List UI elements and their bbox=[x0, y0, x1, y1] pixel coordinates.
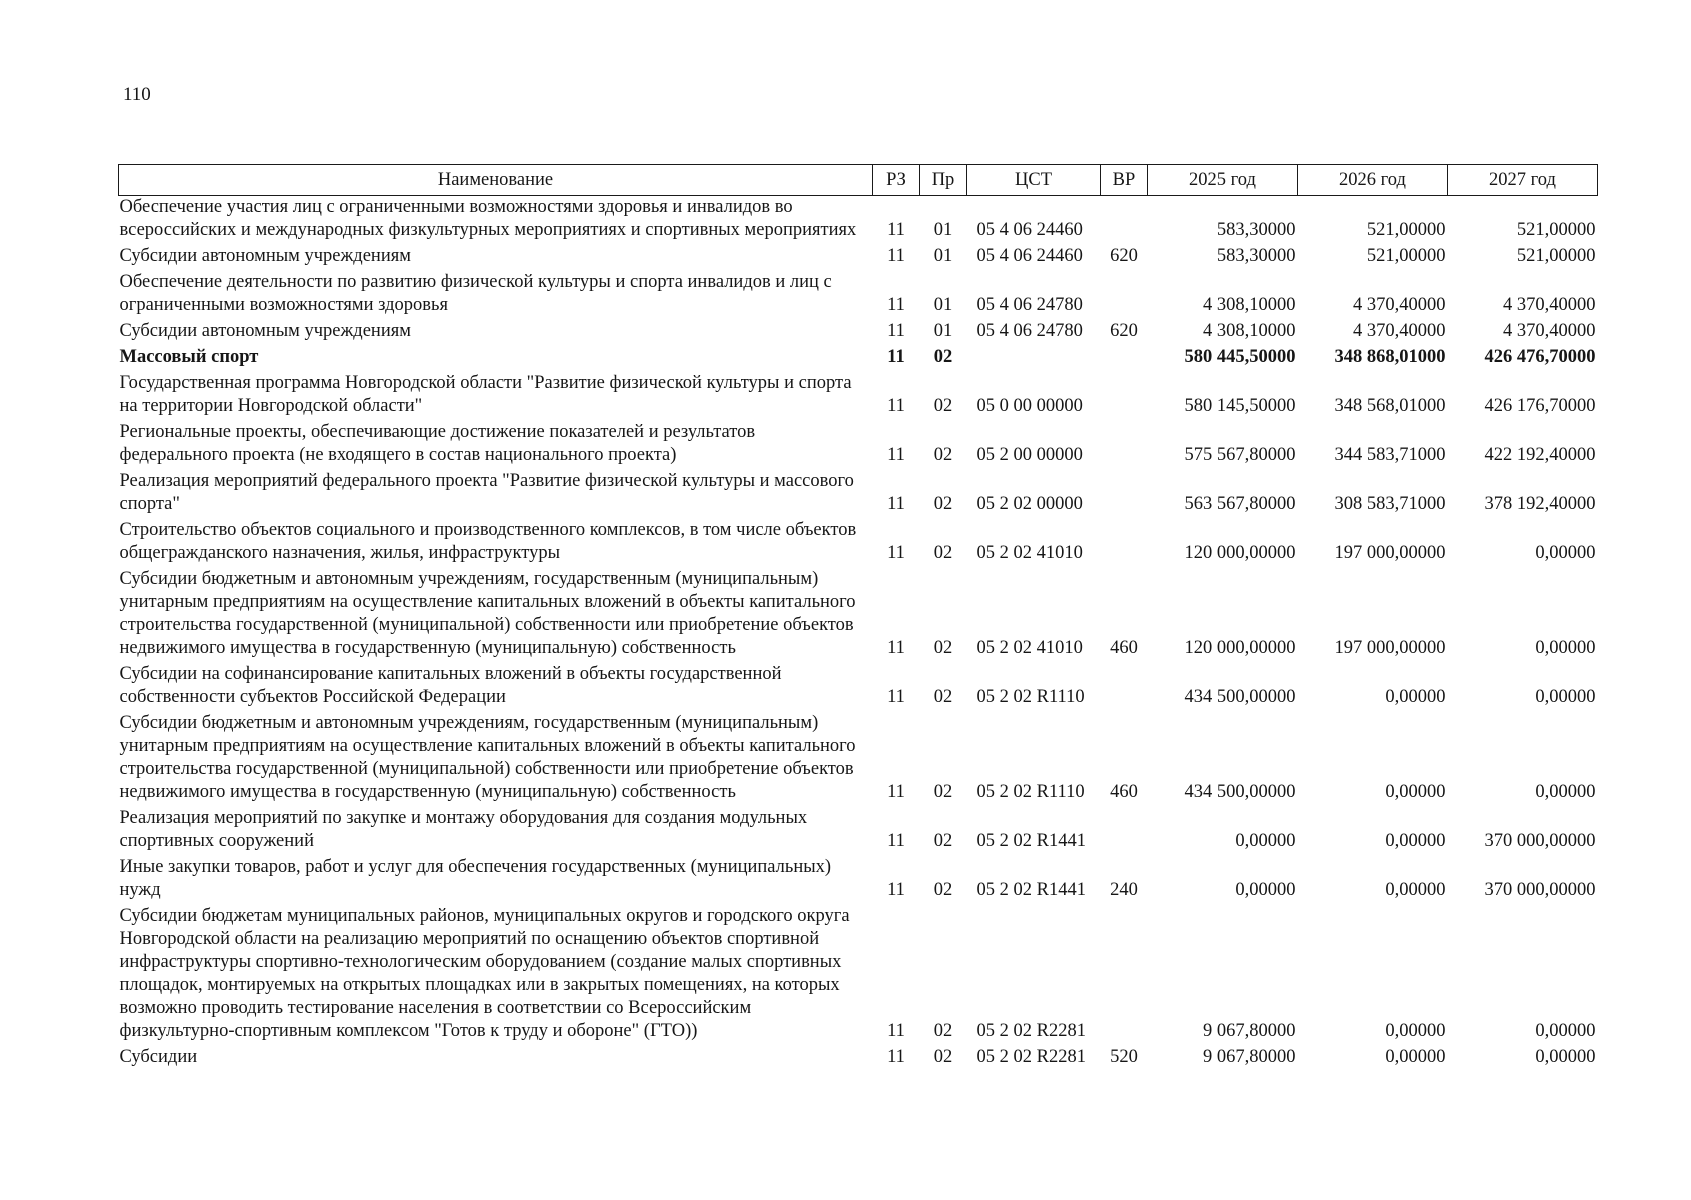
row-2025: 9 067,80000 bbox=[1203, 1021, 1296, 1041]
row-cst: 05 2 00 00000 bbox=[976, 445, 1083, 465]
row-cst: 05 4 06 24460 bbox=[976, 246, 1083, 266]
row-2026: 0,00000 bbox=[1385, 687, 1446, 707]
row-2025: 4 308,10000 bbox=[1203, 321, 1296, 341]
row-2025: 583,30000 bbox=[1216, 246, 1296, 266]
budget-table-container bbox=[118, 164, 1598, 1072]
row-rz: 11 bbox=[887, 782, 905, 802]
row-rz: 11 bbox=[887, 396, 905, 416]
row-2026: 197 000,00000 bbox=[1334, 638, 1446, 658]
row-2025: 4 308,10000 bbox=[1203, 295, 1296, 315]
header-row bbox=[119, 165, 1598, 196]
row-pr: 02 bbox=[933, 831, 953, 851]
row-2027: 0,00000 bbox=[1535, 1021, 1596, 1041]
row-cst: 05 2 02 R1441 bbox=[976, 831, 1086, 851]
budget-table bbox=[118, 164, 1598, 1072]
row-2027: 4 370,40000 bbox=[1503, 295, 1596, 315]
row-pr: 01 bbox=[933, 246, 953, 266]
row-2027: 0,00000 bbox=[1535, 543, 1596, 563]
table-body bbox=[119, 196, 1598, 1073]
row-pr: 02 bbox=[933, 494, 953, 514]
row-pr: 01 bbox=[933, 295, 953, 315]
row-cst: 05 4 06 24780 bbox=[976, 321, 1083, 341]
row-cst: 05 2 02 R2281 bbox=[976, 1047, 1086, 1067]
row-rz: 11 bbox=[887, 831, 905, 851]
row-2025: 580 445,50000 bbox=[1184, 347, 1296, 367]
row-2026: 0,00000 bbox=[1385, 782, 1446, 802]
row-name: Реализация мероприятий федерального проекта "Развитие физической культуры и массового спорта" bbox=[119, 471, 854, 514]
table-row bbox=[119, 519, 1598, 568]
row-rz: 11 bbox=[887, 494, 905, 514]
row-2025: 9 067,80000 bbox=[1203, 1047, 1296, 1067]
row-2026: 521,00000 bbox=[1366, 246, 1446, 266]
row-2025: 434 500,00000 bbox=[1184, 782, 1296, 802]
row-pr: 02 bbox=[933, 1021, 953, 1041]
row-name: Государственная программа Новгородской области "Развитие физической культуры и спорта на территории Новгородской области" bbox=[119, 373, 852, 416]
row-2026: 197 000,00000 bbox=[1334, 543, 1446, 563]
row-vr: 620 bbox=[1110, 246, 1138, 266]
row-rz: 11 bbox=[887, 321, 905, 341]
row-2026: 348 868,01000 bbox=[1334, 347, 1446, 367]
row-name: Субсидии автономным учреждениям bbox=[119, 246, 411, 266]
row-cst: 05 2 02 R1110 bbox=[976, 687, 1085, 707]
row-rz: 11 bbox=[887, 220, 905, 240]
row-vr: 240 bbox=[1110, 880, 1138, 900]
header-name: Наименование bbox=[119, 165, 873, 196]
row-2026: 0,00000 bbox=[1385, 831, 1446, 851]
row-2027: 426 176,70000 bbox=[1484, 396, 1596, 416]
row-2025: 120 000,00000 bbox=[1184, 543, 1296, 563]
table-row bbox=[119, 271, 1598, 320]
row-2026: 4 370,40000 bbox=[1353, 295, 1446, 315]
row-vr bbox=[1101, 470, 1148, 519]
table-row bbox=[119, 372, 1598, 421]
row-cst: 05 2 02 41010 bbox=[976, 543, 1083, 563]
row-rz: 11 bbox=[887, 543, 905, 563]
row-rz: 11 bbox=[887, 880, 905, 900]
row-name: Субсидии бюджетным и автономным учреждениям, государственным (муниципальным) унитарным предприятиям на осуществление капитальных вложений в объекты капитального строительства государственной (муниципальной) собственности или приобретение объектов недвижимого имущества в государственную (муниципальную) собственность bbox=[119, 569, 856, 658]
row-2027: 370 000,00000 bbox=[1484, 880, 1596, 900]
row-vr: 460 bbox=[1110, 638, 1138, 658]
row-pr: 02 bbox=[933, 396, 953, 416]
row-cst: 05 0 00 00000 bbox=[976, 396, 1083, 416]
row-pr: 02 bbox=[933, 880, 953, 900]
row-vr bbox=[1101, 905, 1148, 1046]
row-rz: 11 bbox=[887, 687, 905, 707]
table-row bbox=[119, 196, 1598, 246]
row-2025: 0,00000 bbox=[1235, 880, 1296, 900]
row-rz: 11 bbox=[887, 347, 905, 367]
row-2026: 521,00000 bbox=[1366, 220, 1446, 240]
row-vr bbox=[1101, 519, 1148, 568]
row-2026: 308 583,71000 bbox=[1334, 494, 1446, 514]
row-rz: 11 bbox=[887, 295, 905, 315]
row-2025: 575 567,80000 bbox=[1184, 445, 1296, 465]
table-row bbox=[119, 663, 1598, 712]
row-2027: 521,00000 bbox=[1516, 220, 1596, 240]
row-name: Региональные проекты, обеспечивающие достижение показателей и результатов федерального проекта (не входящего в состав национального проекта) bbox=[119, 422, 756, 465]
row-name: Субсидии на софинансирование капитальных вложений в объекты государственной собственности субъектов Российской Федерации bbox=[119, 664, 782, 707]
row-2027: 0,00000 bbox=[1535, 782, 1596, 802]
row-name: Обеспечение деятельности по развитию физической культуры и спорта инвалидов и лиц с ограниченными возможностями здоровья bbox=[119, 272, 832, 315]
header-pr: Пр bbox=[920, 165, 967, 196]
row-pr: 02 bbox=[933, 445, 953, 465]
header-rz: РЗ bbox=[873, 165, 920, 196]
row-2027: 4 370,40000 bbox=[1503, 321, 1596, 341]
row-2027: 370 000,00000 bbox=[1484, 831, 1596, 851]
row-2025: 0,00000 bbox=[1235, 831, 1296, 851]
row-2027: 0,00000 bbox=[1535, 638, 1596, 658]
row-pr: 01 bbox=[933, 220, 953, 240]
row-2026: 4 370,40000 bbox=[1353, 321, 1446, 341]
row-pr: 02 bbox=[933, 638, 953, 658]
header-cst: ЦСТ bbox=[967, 165, 1101, 196]
row-name: Субсидии bbox=[119, 1047, 198, 1067]
row-vr bbox=[1101, 807, 1148, 856]
header-2027: 2027 год bbox=[1448, 165, 1598, 196]
row-cst: 05 4 06 24780 bbox=[976, 295, 1083, 315]
row-cst bbox=[967, 346, 1101, 372]
row-pr: 02 bbox=[933, 543, 953, 563]
row-rz: 11 bbox=[887, 445, 905, 465]
row-cst: 05 2 02 R1110 bbox=[976, 782, 1085, 802]
row-name: Субсидии бюджетам муниципальных районов, муниципальных округов и городского округа Новгородской области на реализацию мероприятий по оснащению объектов спортивной инфраструктуры спортивно-технологическим оборудованием (создание малых спортивных площадок, монтируемых на открытых площадках или в закрытых помещениях, на которых возможно проводить тестирование населения в соответствии со Всероссийским физкультурно-спортивным комплексом "Готов к труду и обороне" (ГТО)) bbox=[119, 906, 850, 1041]
row-vr bbox=[1101, 346, 1148, 372]
table-row bbox=[119, 346, 1598, 372]
row-2026: 0,00000 bbox=[1385, 1047, 1446, 1067]
table-row bbox=[119, 712, 1598, 807]
header-vr: ВР bbox=[1101, 165, 1148, 196]
row-2025: 120 000,00000 bbox=[1184, 638, 1296, 658]
row-cst: 05 2 02 R1441 bbox=[976, 880, 1086, 900]
table-row bbox=[119, 856, 1598, 905]
row-2027: 426 476,70000 bbox=[1484, 347, 1596, 367]
row-vr bbox=[1101, 663, 1148, 712]
table-row bbox=[119, 245, 1598, 271]
row-2025: 583,30000 bbox=[1216, 220, 1296, 240]
row-pr: 02 bbox=[933, 687, 953, 707]
row-rz: 11 bbox=[887, 1021, 905, 1041]
row-2027: 521,00000 bbox=[1516, 246, 1596, 266]
row-name: Субсидии автономным учреждениям bbox=[119, 321, 411, 341]
row-vr bbox=[1101, 372, 1148, 421]
row-2027: 0,00000 bbox=[1535, 1047, 1596, 1067]
row-vr bbox=[1101, 421, 1148, 470]
table-row bbox=[119, 568, 1598, 663]
table-row bbox=[119, 470, 1598, 519]
row-rz: 11 bbox=[887, 638, 905, 658]
row-2027: 0,00000 bbox=[1535, 687, 1596, 707]
row-2025: 580 145,50000 bbox=[1184, 396, 1296, 416]
header-2026: 2026 год bbox=[1298, 165, 1448, 196]
table-row bbox=[119, 905, 1598, 1046]
row-vr: 460 bbox=[1110, 782, 1138, 802]
row-vr: 620 bbox=[1110, 321, 1138, 341]
row-name: Реализация мероприятий по закупке и монтажу оборудования для создания модульных спортивных сооружений bbox=[119, 808, 808, 851]
row-name: Строительство объектов социального и производственного комплексов, в том числе объектов общегражданского назначения, жилья, инфраструктуры bbox=[119, 520, 857, 563]
row-pr: 02 bbox=[933, 347, 953, 367]
row-name: Обеспечение участия лиц с ограниченными возможностями здоровья и инвалидов во всероссийских и международных физкультурных мероприятиях и спортивных мероприятиях bbox=[119, 197, 857, 240]
row-cst: 05 2 02 R2281 bbox=[976, 1021, 1086, 1041]
row-vr bbox=[1101, 271, 1148, 320]
row-name: Иные закупки товаров, работ и услуг для обеспечения государственных (муниципальных) нужд bbox=[119, 857, 832, 900]
row-2026: 0,00000 bbox=[1385, 1021, 1446, 1041]
row-rz: 11 bbox=[887, 1047, 905, 1067]
row-2025: 434 500,00000 bbox=[1184, 687, 1296, 707]
row-2026: 348 568,01000 bbox=[1334, 396, 1446, 416]
row-pr: 01 bbox=[933, 321, 953, 341]
row-cst: 05 2 02 41010 bbox=[976, 638, 1083, 658]
row-name: Массовый спорт bbox=[119, 347, 259, 367]
row-name: Субсидии бюджетным и автономным учреждениям, государственным (муниципальным) унитарным предприятиям на осуществление капитальных вложений в объекты капитального строительства государственной (муниципальной) собственности или приобретение объектов недвижимого имущества в государственную (муниципальную) собственность bbox=[119, 713, 856, 802]
row-2026: 344 583,71000 bbox=[1334, 445, 1446, 465]
table-row bbox=[119, 421, 1598, 470]
row-cst: 05 4 06 24460 bbox=[976, 220, 1083, 240]
row-rz: 11 bbox=[887, 246, 905, 266]
table-row bbox=[119, 807, 1598, 856]
row-pr: 02 bbox=[933, 1047, 953, 1067]
row-2027: 378 192,40000 bbox=[1484, 494, 1596, 514]
table-header bbox=[119, 165, 1598, 196]
row-vr: 520 bbox=[1110, 1047, 1138, 1067]
row-vr bbox=[1101, 196, 1148, 246]
row-2027: 422 192,40000 bbox=[1484, 445, 1596, 465]
row-2026: 0,00000 bbox=[1385, 880, 1446, 900]
row-2025: 563 567,80000 bbox=[1184, 494, 1296, 514]
header-2025: 2025 год bbox=[1148, 165, 1298, 196]
row-pr: 02 bbox=[933, 782, 953, 802]
page-number: 110 bbox=[123, 84, 151, 105]
table-row bbox=[119, 1046, 1598, 1072]
row-cst: 05 2 02 00000 bbox=[976, 494, 1083, 514]
table-row bbox=[119, 320, 1598, 346]
